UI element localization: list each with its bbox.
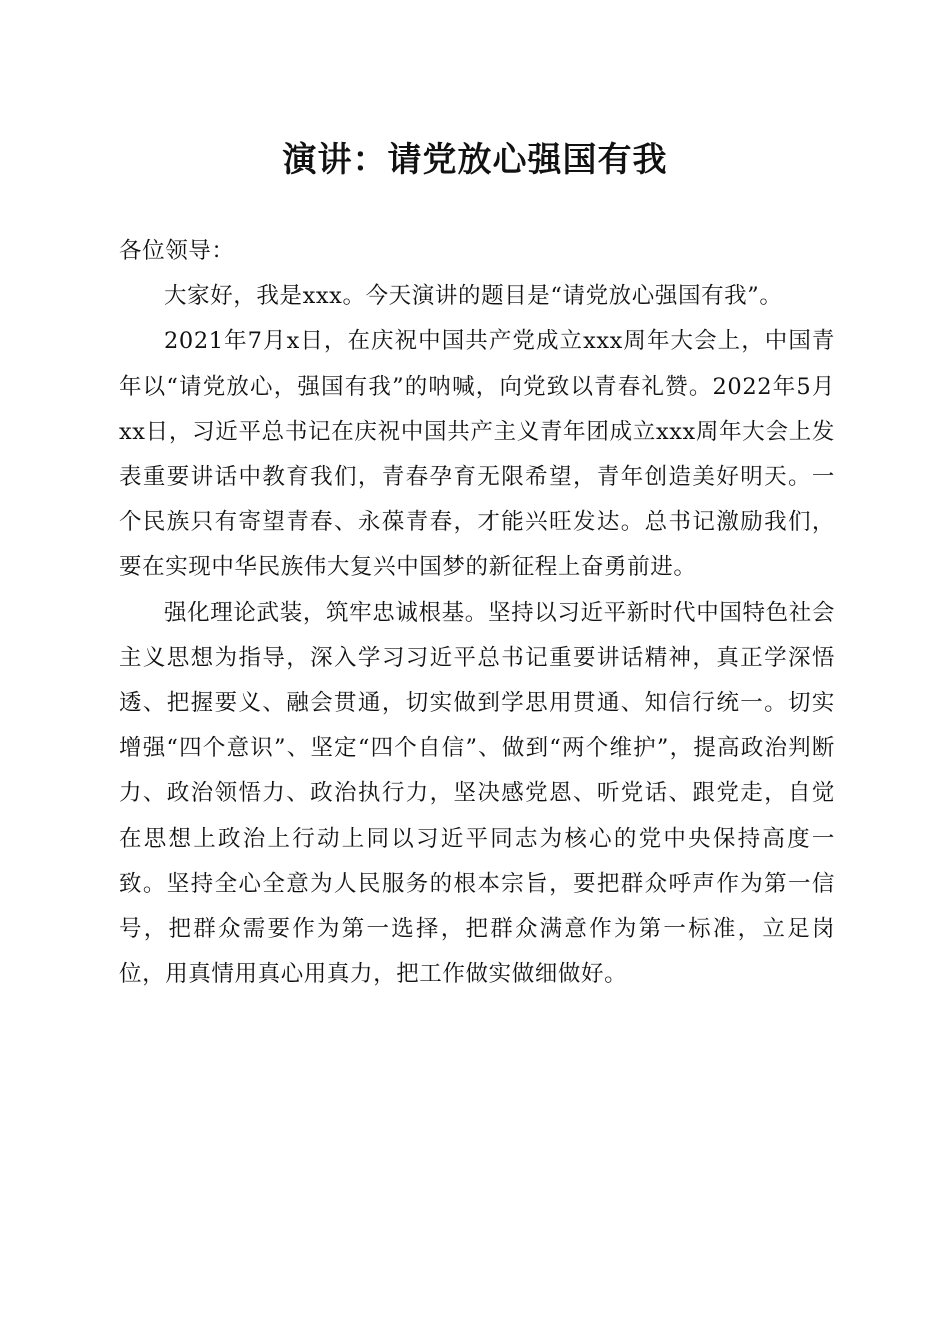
paragraph-greeting: 大家好，我是xxx。今天演讲的题目是“请党放心强国有我”。: [164, 283, 783, 310]
paragraph-background: 2021年7月x日，在庆祝中国共产党成立xxx周年大会上，中国青年以“请党放心，强国有我”的呐喊，向党致以青春礼赞。2022年5月xx日，习近平总书记在庆祝中国共产主义青年团成立xxx周年大会上发表重要讲话中教育我们，青春孕育无限希望，青年创造美好明天。一个民族只有寄望青春、永葆青春，才能兴旺发达。总书记激励我们，要在实现中华民族伟大复兴中国梦的新征程上奋勇前进。: [119, 328, 835, 581]
document-title: 演讲：请党放心强国有我: [282, 140, 668, 180]
paragraph-theory: 强化理论武装，筑牢忠诚根基。坚持以习近平新时代中国特色社会主义思想为指导，深入学习习近平总书记重要讲话精神，真正学深悟透、把握要义、融会贯通，切实做到学思用贯通、知信行统一。切实增强“四个意识”、坚定“四个自信”、做到“两个维护”，提高政治判断力、政治领悟力、政治执行力，坚决感党恩、听党话、跟党走，自觉在思想上政治上行动上同以习近平同志为核心的党中央保持高度一致。坚持全心全意为人民服务的根本宗旨，要把群众呼声作为第一信号，把群众需要作为第一选择，把群众满意作为第一标准，立足岗位，用真情用真心用真力，把工作做实做细做好。: [119, 599, 835, 988]
salutation: 各位领导：: [119, 238, 235, 264]
document-body: [119, 229, 835, 997]
